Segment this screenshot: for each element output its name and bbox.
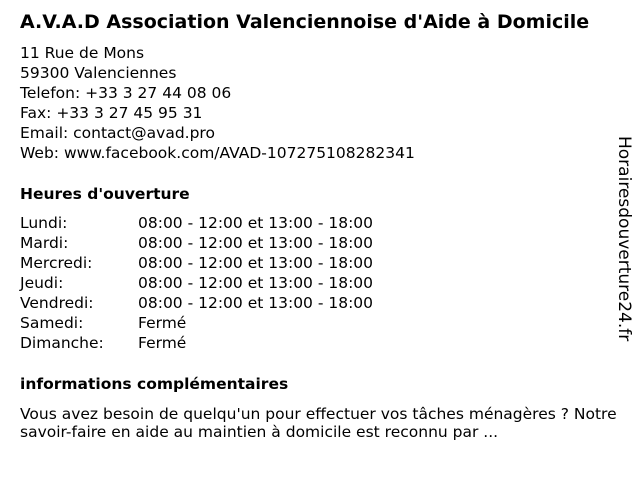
- contact-block: [20, 43, 415, 163]
- day-hours: 08:00 - 12:00 et 13:00 - 18:00: [138, 294, 374, 312]
- opening-hours-table: [20, 213, 373, 353]
- email-address: Email: contact@avad.pro: [20, 124, 215, 142]
- hours-row-wednesday: [20, 253, 373, 273]
- additional-info-text: Vous avez besoin de quelqu'un pour effectuer vos tâches ménagères ? Notre savoir-faire en aide au maintien à domicile est reconnu par ...: [20, 405, 617, 441]
- additional-info-heading: informations complémentaires: [20, 375, 289, 393]
- hours-row-sunday: [20, 333, 373, 353]
- day-hours: Fermé: [138, 334, 187, 352]
- website-url: Web: www.facebook.com/AVAD-107275108282341: [20, 144, 415, 162]
- address-street: 11 Rue de Mons: [20, 44, 145, 62]
- day-label: Jeudi:: [20, 274, 64, 292]
- hours-row-saturday: [20, 313, 373, 333]
- site-watermark: Horairesdouverture24.fr: [614, 136, 634, 342]
- day-hours: 08:00 - 12:00 et 13:00 - 18:00: [138, 274, 374, 292]
- day-label: Vendredi:: [20, 294, 94, 312]
- address-city: 59300 Valenciennes: [20, 64, 177, 82]
- day-hours: 08:00 - 12:00 et 13:00 - 18:00: [138, 234, 374, 252]
- hours-row-monday: [20, 213, 373, 233]
- hours-row-thursday: [20, 273, 373, 293]
- day-label: Samedi:: [20, 314, 84, 332]
- opening-hours-heading: Heures d'ouverture: [20, 185, 190, 203]
- day-hours: 08:00 - 12:00 et 13:00 - 18:00: [138, 254, 374, 272]
- day-label: Mardi:: [20, 234, 69, 252]
- fax-number: Fax: +33 3 27 45 95 31: [20, 104, 203, 122]
- day-hours: 08:00 - 12:00 et 13:00 - 18:00: [138, 214, 374, 232]
- hours-row-friday: [20, 293, 373, 313]
- day-label: Lundi:: [20, 214, 68, 232]
- page-title: A.V.A.D Association Valenciennoise d'Aide à Domicile: [20, 11, 590, 33]
- day-label: Dimanche:: [20, 334, 104, 352]
- day-hours: Fermé: [138, 314, 187, 332]
- phone-number: Telefon: +33 3 27 44 08 06: [20, 84, 232, 102]
- day-label: Mercredi:: [20, 254, 93, 272]
- hours-row-tuesday: [20, 233, 373, 253]
